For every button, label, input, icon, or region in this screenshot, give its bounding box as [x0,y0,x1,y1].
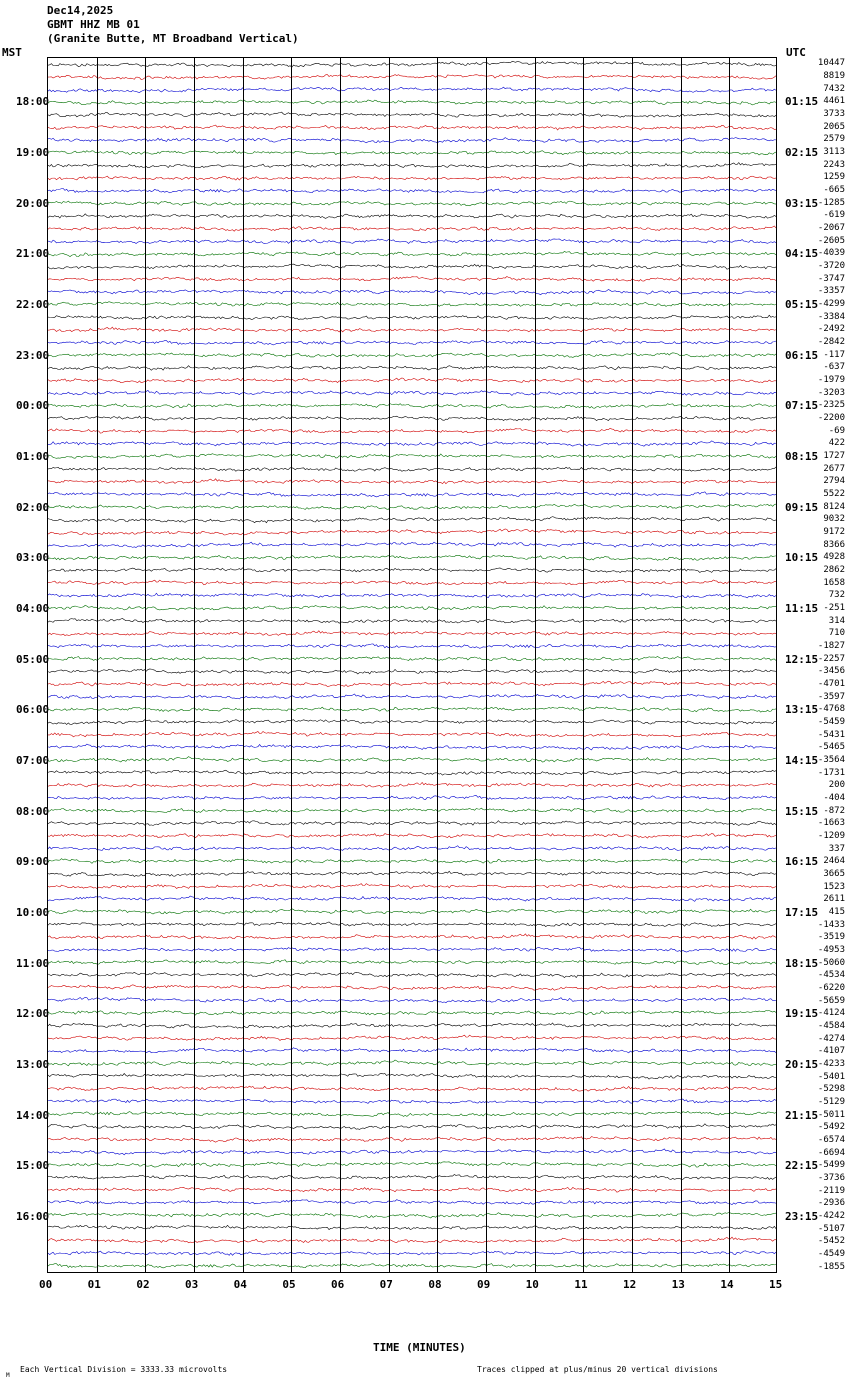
amplitude-label: -619 [823,210,845,221]
x-tick-label: 08 [428,1278,442,1291]
amplitude-label: 10447 [817,58,845,69]
trace-line [48,1035,776,1041]
x-tick-label: 04 [233,1278,247,1291]
x-tick-label: 11 [574,1278,588,1291]
amplitude-label: -3384 [817,311,845,322]
amplitude-label: 9032 [823,514,845,525]
amplitude-label: -2067 [817,223,845,233]
amplitude-label: 8366 [823,539,845,550]
amplitude-label: -637 [823,362,845,373]
amplitude-label: -3597 [817,691,845,702]
trace-line [48,176,776,180]
trace-line [48,1264,776,1268]
trace-line [48,340,776,345]
trace-line [48,201,776,206]
amplitude-label: -1855 [817,1261,845,1272]
amplitude-label: -5107 [817,1223,845,1234]
amplitude-label: 3733 [823,109,845,119]
amplitude-label: -3203 [817,387,845,398]
trace-line [48,782,776,787]
amplitude-label: -4242 [817,1211,845,1221]
trace-line [48,555,776,560]
amplitude-label: -2936 [817,1198,845,1209]
x-tick-label: 03 [185,1278,199,1291]
trace-line [48,1111,776,1116]
grid-line-vertical [535,58,536,1272]
right-time-label: 10:15 [785,551,819,565]
amplitude-label: -2257 [817,653,845,664]
amplitude-label: -2842 [817,337,845,347]
trace-line [48,884,776,889]
amplitude-label: -872 [823,805,845,816]
trace-line [48,896,776,901]
trace-line [48,315,776,319]
left-time-label: 02:00 [16,500,50,514]
trace-line [48,834,776,839]
right-time-label: 09:15 [785,500,819,514]
trace-line [48,707,776,712]
plot-date: Dec14,2025 [47,4,114,17]
amplitude-label: -4768 [817,704,845,715]
x-axis-title: TIME (MINUTES) [373,1341,466,1354]
amplitude-label: -4107 [817,1046,845,1057]
amplitude-label: -2325 [817,400,845,411]
trace-line [48,504,776,509]
trace-line [48,517,776,523]
amplitude-label: -5129 [817,1097,845,1107]
amplitude-label: -5060 [817,957,845,968]
trace-line [48,1124,776,1130]
left-time-label: 12:00 [16,1007,50,1021]
trace-line [48,934,776,939]
amplitude-label: 710 [828,628,845,639]
amplitude-label: -1827 [817,641,845,651]
trace-line [48,618,776,623]
right-time-label: 07:15 [785,399,819,413]
trace-line [48,985,776,990]
trace-line [48,731,776,736]
trace-line [48,226,776,231]
amplitude-label: -3357 [817,286,845,297]
amplitude-label: 8124 [823,501,845,512]
left-time-label: 06:00 [16,703,50,717]
grid-line-vertical [194,58,195,1272]
amplitude-label: -5011 [817,1109,845,1120]
helicorder-plot [47,57,777,1273]
amplitude-label: -4039 [817,248,845,259]
trace-line [48,542,776,547]
right-time-label: 21:15 [785,1108,819,1122]
amplitude-label: -3564 [817,755,845,765]
grid-line-vertical [681,58,682,1272]
amplitude-label: 1658 [823,577,845,588]
left-time-label: 22:00 [16,298,50,311]
grid-line-vertical [583,58,584,1272]
amplitude-label: 2464 [823,856,845,867]
left-time-label: 21:00 [16,247,50,261]
amplitude-label: 2065 [823,121,845,132]
trace-line [48,859,776,864]
trace-line [48,75,776,80]
amplitude-label: 2677 [823,463,845,474]
right-time-label: 08:15 [785,450,819,463]
trace-line [48,922,776,927]
amplitude-label: -4299 [817,299,845,309]
left-time-label: 10:00 [16,906,50,919]
right-time-label: 06:15 [785,348,819,362]
trace-line [48,1073,776,1079]
amplitude-label: -665 [823,185,845,195]
grid-line-vertical [145,58,146,1272]
right-time-label: 05:15 [785,298,819,311]
trace-line [48,694,776,699]
grid-line-vertical [729,58,730,1272]
amplitude-label: -6574 [817,1135,845,1145]
trace-line [48,1212,776,1218]
right-time-label: 18:15 [785,956,819,970]
left-time-label: 05:00 [16,652,50,666]
trace-line [48,87,776,92]
trace-line [48,631,776,636]
trace-line [48,1200,776,1205]
trace-line [48,264,776,269]
x-tick-label: 10 [525,1278,539,1291]
left-time-label: 09:00 [16,855,50,869]
amplitude-label: -2605 [817,235,845,246]
trace-line [48,1251,776,1255]
trace-line [48,568,776,573]
trace-line [48,404,776,409]
trace-line [48,189,776,193]
amplitude-label: -2200 [817,413,845,423]
amplitude-label: 2862 [823,565,845,575]
amplitude-label: -1979 [817,375,845,385]
trace-line [48,1149,776,1155]
amplitude-label: -4274 [817,1033,845,1044]
trace-line [48,1225,776,1229]
right-time-label: 16:15 [785,855,819,869]
amplitude-label: -3456 [817,666,845,677]
trace-line [48,492,776,497]
left-time-label: 18:00 [16,95,50,109]
amplitude-label: 415 [828,907,845,917]
amplitude-label: 1523 [823,881,845,892]
x-tick-label: 01 [87,1278,101,1291]
trace-line [48,428,776,433]
amplitude-label: -1433 [817,919,845,930]
right-time-label: 22:15 [785,1159,819,1173]
amplitude-label: 7432 [823,83,845,94]
station-description: (Granite Butte, MT Broadband Vertical) [47,32,299,45]
grid-line-vertical [486,58,487,1272]
trace-line [48,112,776,117]
trace-line [48,441,776,446]
trace-line [48,251,776,256]
amplitude-label: -69 [828,425,845,436]
right-axis-label: UTC [786,46,806,59]
trace-line [48,580,776,585]
left-time-label: 23:00 [16,348,50,362]
left-time-label: 19:00 [16,146,50,159]
amplitude-label: 3665 [823,869,845,879]
trace-line [48,757,776,762]
trace-line [48,289,776,294]
trace-line [48,1237,776,1243]
trace-line [48,1162,776,1167]
seismogram-traces [48,58,776,1272]
trace-line [48,1099,776,1104]
amplitude-label: -5452 [817,1236,845,1247]
amplitude-label: 2579 [823,134,845,145]
trace-line [48,744,776,750]
trace-line [48,1023,776,1028]
right-time-label: 04:15 [785,247,819,261]
amplitude-label: -2119 [817,1185,845,1196]
right-time-label: 15:15 [785,804,819,818]
x-tick-label: 14 [720,1278,734,1291]
left-time-label: 00:00 [16,399,50,413]
trace-line [48,138,776,143]
amplitude-label: 1727 [823,451,845,461]
trace-line [48,1060,776,1066]
right-time-label: 01:15 [785,95,819,109]
trace-line [48,1187,776,1192]
trace-line [48,997,776,1002]
left-time-label: 08:00 [16,804,50,818]
right-time-label: 12:15 [785,652,819,666]
amplitude-label: -1285 [817,197,845,208]
trace-line [48,378,776,383]
trace-line [48,353,776,358]
x-tick-label: 13 [671,1278,685,1291]
amplitude-label: -4953 [817,945,845,955]
amplitude-label: 8819 [823,71,845,81]
tiny-marker: M [6,1372,10,1379]
left-time-label: 16:00 [16,1210,50,1223]
clip-note: Traces clipped at plus/minus 20 vertical divisions [477,1365,718,1374]
trace-line [48,947,776,952]
trace-line [48,214,776,219]
left-time-label: 01:00 [16,450,50,463]
trace-line [48,644,776,648]
left-time-label: 14:00 [16,1108,50,1122]
x-tick-label: 06 [331,1278,345,1291]
amplitude-label: -1663 [817,818,845,829]
amplitude-label: -251 [823,603,845,613]
trace-line [48,416,776,421]
trace-line [48,1048,776,1053]
x-tick-label: 07 [379,1278,393,1291]
amplitude-label: -4701 [817,679,845,689]
trace-line [48,125,776,130]
trace-line [48,62,776,68]
amplitude-label: -5659 [817,995,845,1006]
trace-line [48,681,776,686]
amplitude-label: 422 [828,438,845,449]
trace-line [48,656,776,660]
x-tick-label: 02 [136,1278,150,1291]
right-time-label: 23:15 [785,1210,819,1223]
right-time-label: 14:15 [785,754,819,767]
x-tick-label: 00 [39,1278,53,1291]
amplitude-label: -4534 [817,970,845,981]
amplitude-label: 200 [828,780,845,791]
trace-line [48,909,776,914]
left-time-label: 04:00 [16,602,50,615]
amplitude-label: -5492 [817,1122,845,1133]
left-time-label: 15:00 [16,1159,50,1173]
amplitude-label: -6694 [817,1147,845,1158]
amplitude-label: -117 [823,349,845,360]
trace-line [48,871,776,876]
amplitude-label: 9172 [823,527,845,537]
right-time-label: 20:15 [785,1058,819,1071]
trace-line [48,1086,776,1091]
amplitude-label: -6220 [817,983,845,993]
amplitude-label: -404 [823,793,845,803]
trace-line [48,529,776,535]
trace-line [48,669,776,674]
trace-line [48,593,776,598]
trace-line [48,467,776,471]
trace-line [48,454,776,459]
amplitude-label: -4584 [817,1021,845,1031]
amplitude-label: -5499 [817,1160,845,1171]
x-tick-label: 09 [477,1278,491,1291]
trace-line [48,277,776,282]
trace-line [48,479,776,484]
trace-line [48,302,776,307]
x-tick-label: 12 [623,1278,637,1291]
amplitude-label: -5401 [817,1071,845,1082]
left-time-label: 13:00 [16,1058,50,1071]
trace-line [48,1174,776,1179]
amplitude-label: 4928 [823,552,845,563]
left-time-label: 20:00 [16,196,50,210]
right-time-label: 02:15 [785,146,819,159]
amplitude-label: -5465 [817,742,845,753]
trace-line [48,1137,776,1143]
amplitude-label: -1731 [817,767,845,778]
trace-line [48,770,776,775]
left-axis-label: MST [2,46,22,59]
amplitude-label: 1259 [823,172,845,183]
right-time-label: 03:15 [785,196,819,210]
amplitude-label: 2794 [823,476,845,487]
grid-line-vertical [632,58,633,1272]
amplitude-label: -3747 [817,273,845,284]
amplitude-label: -4233 [817,1059,845,1069]
amplitude-label: -4124 [817,1008,845,1019]
trace-line [48,239,776,244]
grid-line-vertical [97,58,98,1272]
trace-line [48,327,776,332]
trace-line [48,821,776,826]
grid-line-vertical [243,58,244,1272]
amplitude-label: -3736 [817,1173,845,1183]
amplitude-label: -2492 [817,324,845,335]
trace-line [48,1010,776,1015]
trace-line [48,366,776,371]
amplitude-label: -5431 [817,729,845,740]
right-time-label: 19:15 [785,1007,819,1021]
grid-line-vertical [437,58,438,1272]
amplitude-label: 5522 [823,489,845,499]
amplitude-label: -5459 [817,717,845,727]
amplitude-label: -5298 [817,1084,845,1095]
right-time-label: 17:15 [785,906,819,919]
station-code: GBMT HHZ MB 01 [47,18,140,31]
scale-note: Each Vertical Division = 3333.33 microvolts [20,1365,228,1374]
trace-line [48,846,776,851]
trace-line [48,719,776,724]
trace-line [48,150,776,155]
trace-line [48,100,776,105]
right-time-label: 13:15 [785,703,819,717]
amplitude-label: -4549 [817,1249,845,1259]
grid-line-vertical [389,58,390,1272]
grid-line-vertical [291,58,292,1272]
x-tick-label: 15 [769,1278,783,1291]
trace-line [48,960,776,965]
amplitude-label: -3519 [817,932,845,943]
grid-line-vertical [340,58,341,1272]
trace-line [48,163,776,168]
x-tick-label: 05 [282,1278,296,1291]
trace-line [48,808,776,812]
trace-line [48,390,776,395]
trace-line [48,972,776,977]
amplitude-label: 314 [828,615,845,626]
amplitude-label: 2611 [823,894,845,905]
amplitude-label: 2243 [823,159,845,170]
trace-line [48,605,776,610]
amplitude-label: 3113 [823,147,845,157]
left-time-label: 07:00 [16,754,50,767]
amplitude-label: -1209 [817,831,845,841]
trace-line [48,796,776,800]
left-time-label: 03:00 [16,551,50,565]
left-time-label: 11:00 [16,956,50,970]
amplitude-label: 732 [828,590,845,601]
amplitude-label: 4461 [823,96,845,107]
amplitude-label: -3720 [817,261,845,271]
amplitude-label: 337 [828,843,845,854]
right-time-label: 11:15 [785,602,819,615]
